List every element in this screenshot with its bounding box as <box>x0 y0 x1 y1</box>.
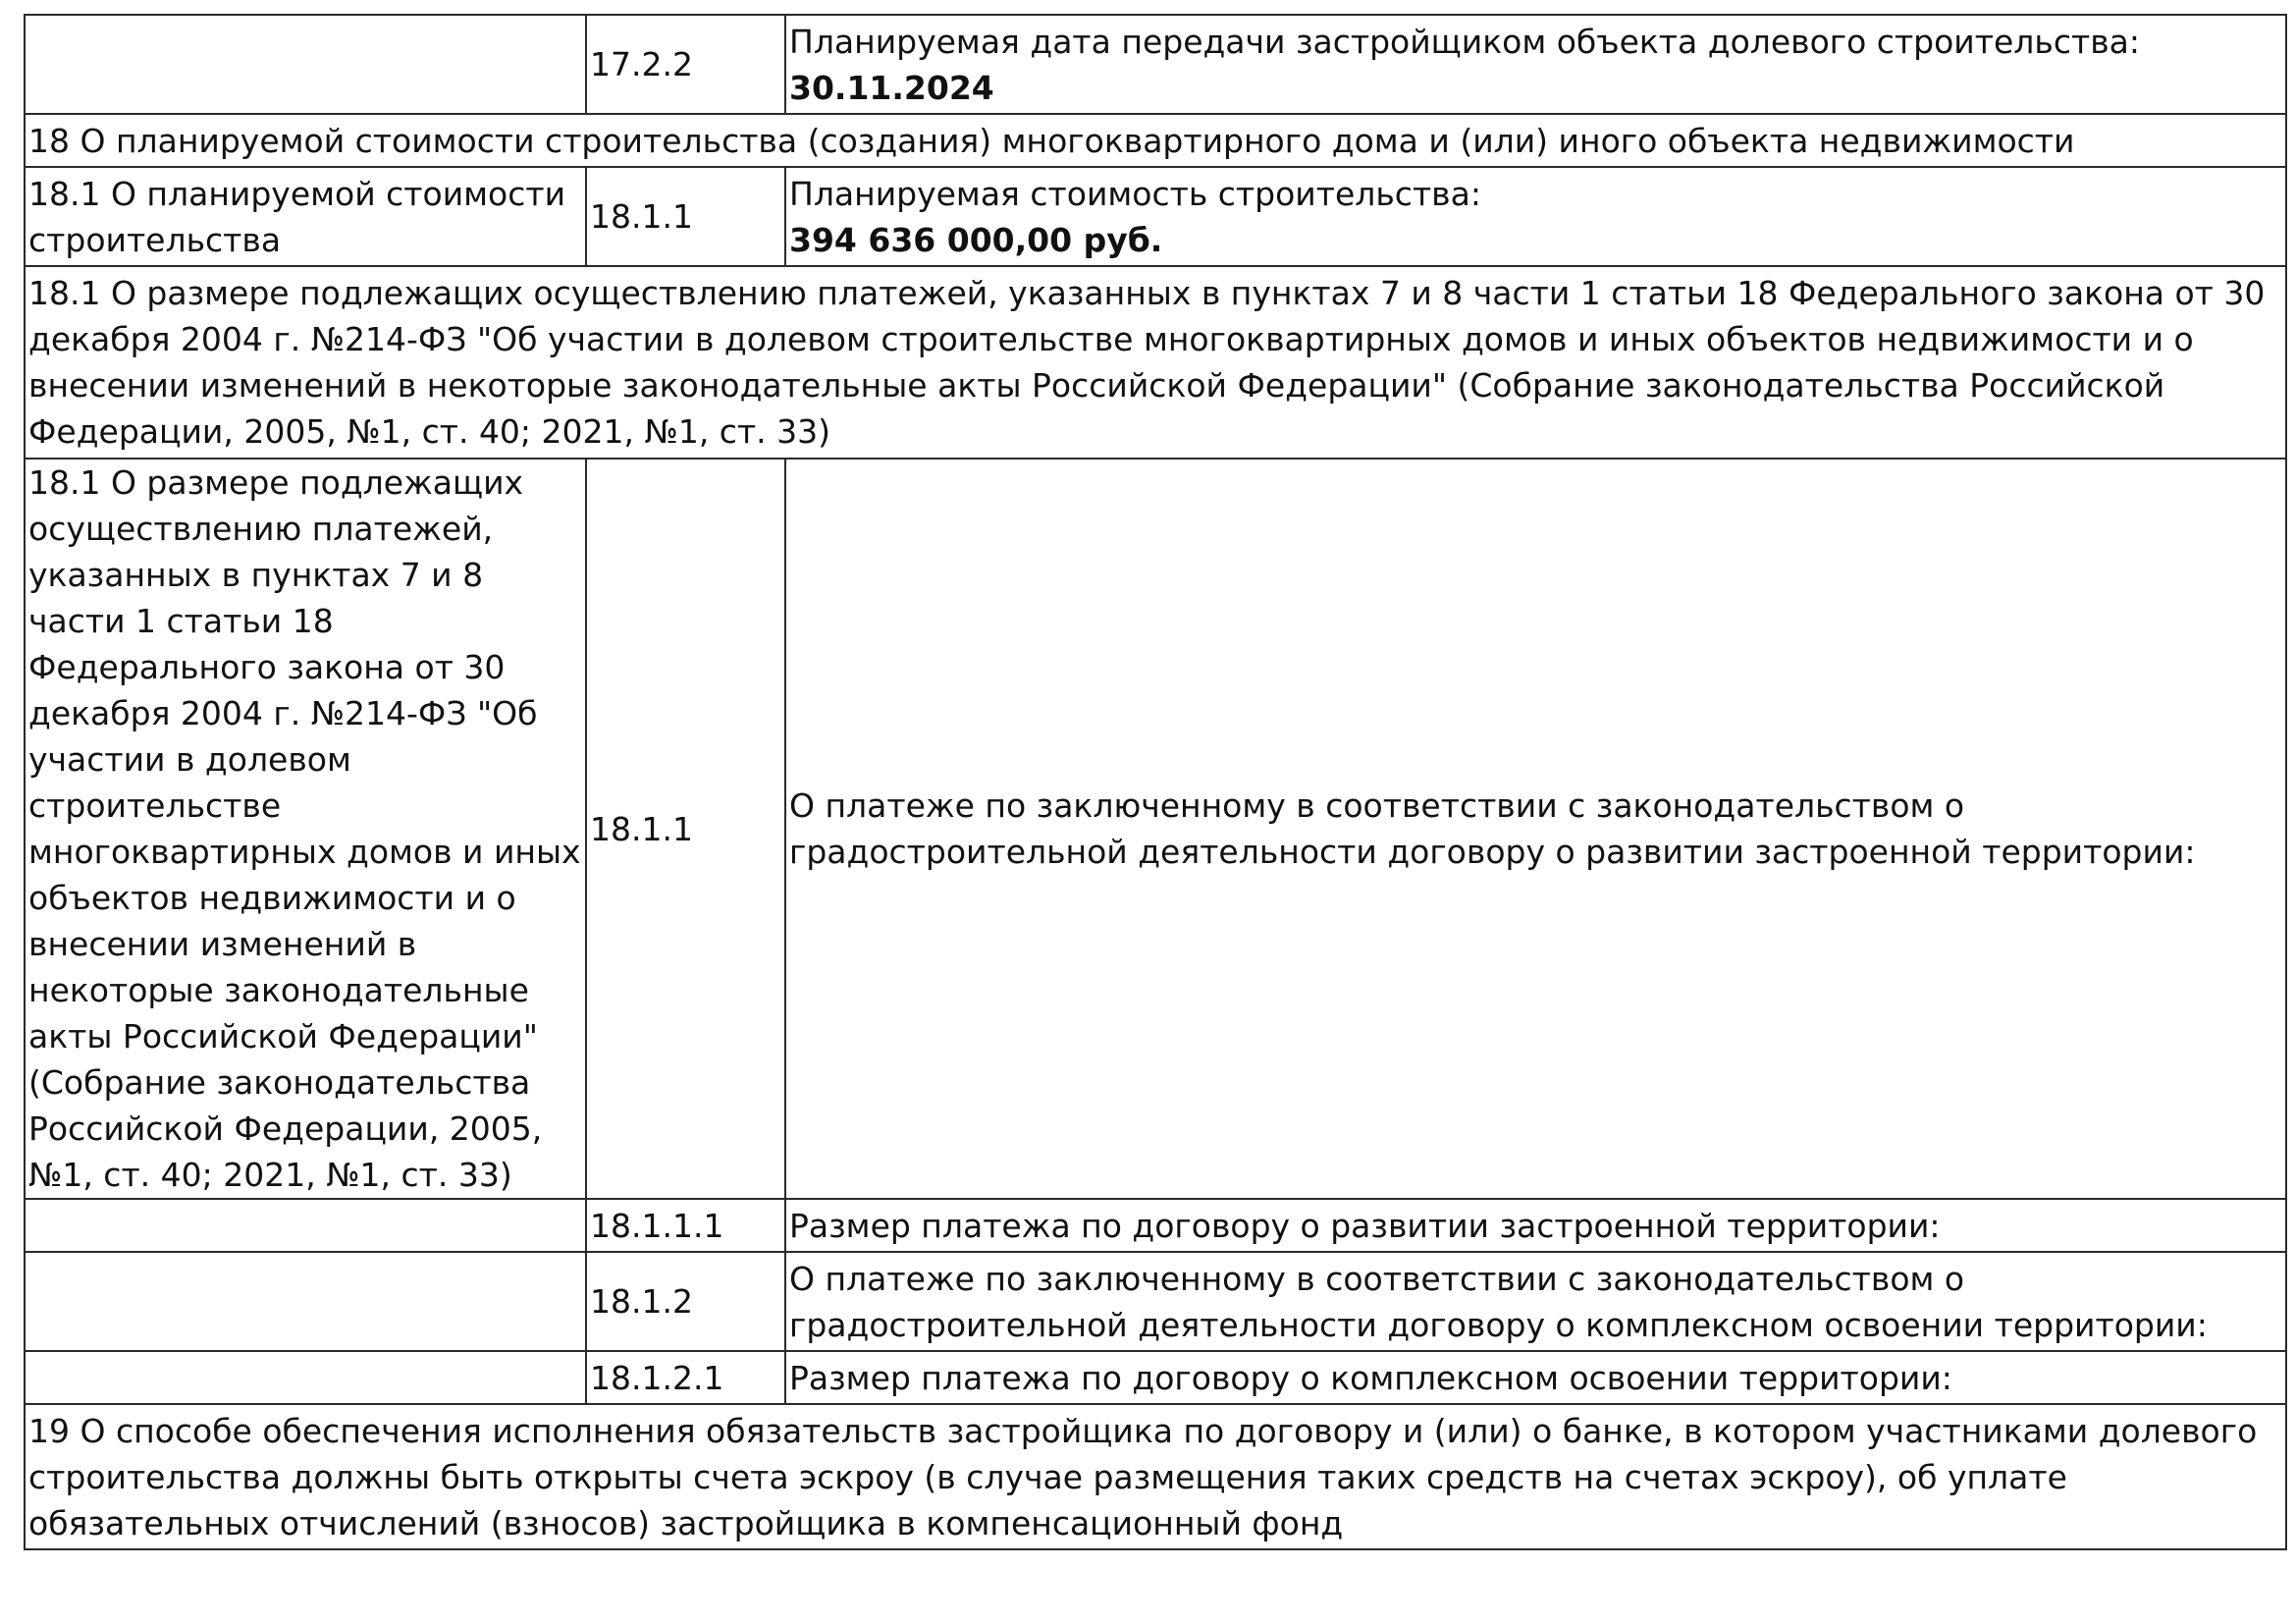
section-heading-text: 18 О планируемой стоимости строительства (создания) многоквартирного дома и (или) иного объекта недвижимости <box>25 114 2286 167</box>
item-code: 18.1.2.1 <box>586 1351 785 1404</box>
item-content: О платеже по заключенному в соответствии с законодательством о градостроительной деятельности договору о комплексном освоении территории: <box>785 1252 2286 1351</box>
section-heading-text: 18.1 О размере подлежащих осуществлению платежей, указанных в пунктах 7 и 8 части 1 статьи 18 Федерального закона от 30 декабря 2004 г. №214-ФЗ "Об участии в долевом строительстве многоквартирных домов и иных объектов недвижимости и о внесении изменений в некоторые законодательные акты Российской Федерации" (Собрание законодательства Российской Федерации, 2005, №1, ст. 40; 2021, №1, ст. 33) <box>25 266 2286 459</box>
item-label: Планируемая дата передачи застройщиком объекта долевого строительства: <box>789 22 2140 61</box>
section-heading-text: 19 О способе обеспечения исполнения обязательств застройщика по договору и (или) о банке, в котором участниками долевого строительства должны быть открыты счета эскроу (в случае размещения таких средств на счетах эскроу), об уплате обязательных отчислений (взносов) застройщика в компенсационный фонд <box>25 1404 2286 1549</box>
item-content <box>785 167 2286 266</box>
item-content: О платеже по заключенному в соответствии с законодательством о градостроительной деятельности договору о развитии застроенной территории: <box>785 459 2286 1199</box>
item-content <box>785 15 2286 114</box>
table-row-17-2-2 <box>25 15 2286 114</box>
section-cell <box>25 15 586 114</box>
table-row-18-1-1-1 <box>25 1199 2286 1252</box>
section-heading-18 <box>25 114 2286 167</box>
item-code: 18.1.1 <box>586 167 785 266</box>
item-label: Планируемая стоимость строительства: <box>789 174 1481 213</box>
section-cell <box>25 1252 586 1351</box>
transfer-date-value: 30.11.2024 <box>789 68 994 107</box>
section-heading-19 <box>25 1404 2286 1549</box>
item-code: 18.1.2 <box>586 1252 785 1351</box>
table-row-18-1-1-payment <box>25 459 2286 1199</box>
item-content: Размер платежа по договору о комплексном освоении территории: <box>785 1351 2286 1404</box>
table-row-18-1-2 <box>25 1252 2286 1351</box>
table-row-18-1-2-1 <box>25 1351 2286 1404</box>
section-cell: 18.1 О размере подлежащих осуществлению платежей, указанных в пунктах 7 и 8 части 1 статьи 18 Федерального закона от 30 декабря 2004 г. №214-ФЗ "Об участии в долевом строительстве многоквартирных домов и иных объектов недвижимости и о внесении изменений в некоторые законодательные акты Российской Федерации" (Собрание законодательства Российской Федерации, 2005, №1, ст. 40; 2021, №1, ст. 33) <box>25 459 586 1199</box>
item-content: Размер платежа по договору о развитии застроенной территории: <box>785 1199 2286 1252</box>
item-code: 18.1.1 <box>586 459 785 1199</box>
section-heading-18-1-payments <box>25 266 2286 459</box>
item-code: 17.2.2 <box>586 15 785 114</box>
section-cell: 18.1 О планируемой стоимости строительства <box>25 167 586 266</box>
section-cell <box>25 1199 586 1252</box>
table-row-18-1-1-cost <box>25 167 2286 266</box>
section-cell <box>25 1351 586 1404</box>
item-code: 18.1.1.1 <box>586 1199 785 1252</box>
construction-cost-value: 394 636 000,00 руб. <box>789 220 1163 259</box>
project-declaration-table <box>24 14 2287 1550</box>
declaration-page <box>24 14 2285 1550</box>
